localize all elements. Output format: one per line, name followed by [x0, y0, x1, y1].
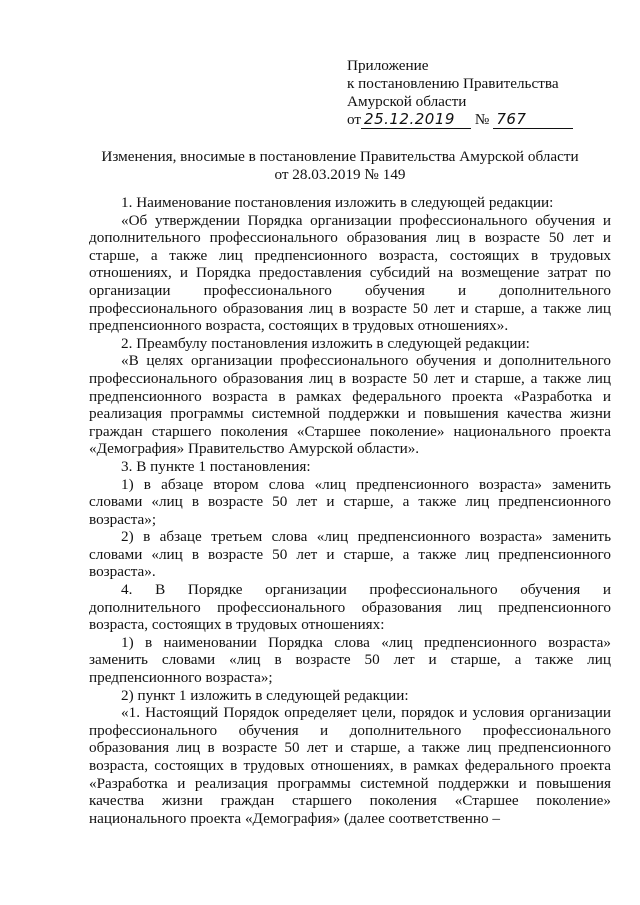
paragraph: 2) в абзаце третьем слова «лиц предпенсионного возраста» заменить словами «лиц в возрасте 50 лет и старше, а также лиц предпенсионного возраста». [89, 528, 611, 581]
appendix-header [347, 57, 617, 129]
paragraph: «1. Настоящий Порядок определяет цели, порядок и условия организации профессионального обучения и дополнительного профессионального образования лиц в возрасте 50 лет и старше, а также лиц предпенсионного возраста, состоящих в трудовых отношениях, в рамках федерального проекта «Разработка и реализация программы системной поддержки и повышения качества жизни граждан старшего поколения «Старшее поколение» национального проекта «Демография» (далее соответственно – [89, 704, 611, 827]
number-label: № [474, 111, 490, 128]
paragraph: 2. Преамбулу постановления изложить в следующей редакции: [121, 334, 530, 352]
title-line-2: от 28.03.2019 № 149 [274, 166, 406, 183]
paragraph: 1) в абзаце втором слова «лиц предпенсионного возраста» заменить словами «лиц в возрасте 50 лет и старше, а также лиц предпенсионного возраста»; [89, 475, 611, 528]
date-prefix: от [347, 111, 362, 128]
handwritten-number: 767 [493, 111, 573, 129]
region-name: Амурской области [347, 93, 467, 110]
paragraph: 2) пункт 1 изложить в следующей редакции: [121, 686, 409, 704]
paragraph: 3. В пункте 1 постановления: [121, 457, 311, 475]
paragraph: «В целях организации профессионального обучения и дополнительного профессионального образования лиц в возрасте 50 лет и старше, а также лиц предпенсионного возраста в рамках федерального проекта «Разработка и реализация программы системной поддержки и повышения качества жизни граждан старшего поколения «Старшее поколение» национального проекта «Демография» Правительство Амурской области». [89, 352, 611, 458]
appendix-label: Приложение [347, 57, 429, 74]
document-title [60, 148, 620, 184]
paragraph: «Об утверждении Порядка организации профессионального обучения и дополнительного профессионального образования лиц в возрасте 50 лет и старше, а также лиц предпенсионного возраста, состоящих в трудовых отношениях, и Порядка предоставления субсидий на возмещение затрат по организации профессионального обучения и дополнительного профессионального образования лиц в возрасте 50 лет и старше, а также лиц предпенсионного возраста, состоящих в трудовых отношениях». [89, 211, 611, 335]
resolution-ref: к постановлению Правительства [347, 75, 559, 92]
paragraph: 1. Наименование постановления изложить в следующей редакции: [121, 194, 554, 211]
handwritten-date: 25.12.2019 [361, 111, 471, 129]
title-line-1: Изменения, вносимые в постановление Правительства Амурской области [101, 148, 579, 165]
paragraph: 4. В Порядке организации профессионального обучения и дополнительного профессионального образования лиц предпенсионного возраста, состоящих в трудовых отношениях: [89, 581, 611, 634]
date-number-line [347, 111, 617, 129]
paragraph: 1) в наименовании Порядка слова «лиц предпенсионного возраста» заменить словами «лиц в возрасте 50 лет и старше, а также лиц предпенсионного возраста»; [89, 633, 611, 687]
document-body [89, 194, 611, 827]
